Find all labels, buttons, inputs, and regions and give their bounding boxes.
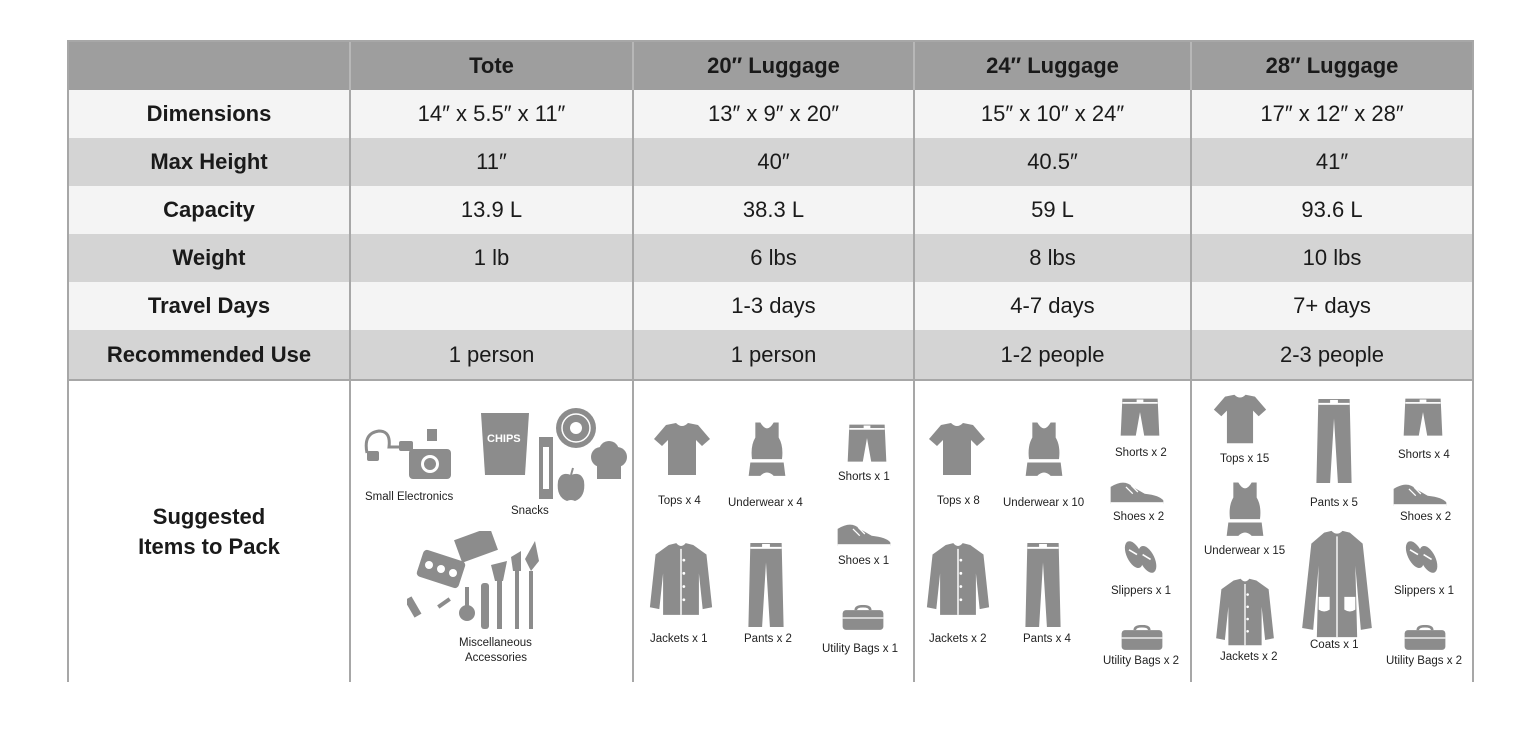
row-label	[69, 381, 351, 682]
l24-pants-label: Pants x 4	[1023, 633, 1071, 645]
slippers-icon	[1402, 537, 1442, 577]
accessories-label-line2: Accessories	[465, 652, 527, 664]
row-label: Recommended Use	[69, 330, 351, 379]
row-label-line1: Suggested	[152, 503, 266, 529]
utility-bag-icon	[840, 603, 886, 633]
l28-utility-label: Utility Bags x 2	[1386, 655, 1463, 667]
l24-slippers-label: Slippers x 1	[1111, 585, 1172, 597]
underwear-icon	[1019, 419, 1069, 481]
row-travel-days	[69, 282, 1472, 330]
cell-value: 7+ days	[1293, 293, 1371, 318]
l20-shoes-label: Shoes x 1	[838, 555, 890, 567]
shoe-icon	[1390, 477, 1450, 511]
shorts-icon	[846, 421, 888, 467]
cell-value: 6 lbs	[634, 234, 915, 282]
cell-value: 10 lbs	[1302, 245, 1362, 270]
accessories-label-line1: Miscellaneous	[459, 637, 532, 649]
l28-shorts-label: Shorts x 4	[1398, 449, 1450, 461]
utility-bag-icon	[1119, 623, 1165, 653]
cell-value: 17″ x 12″ x 28″	[1260, 101, 1404, 126]
slippers-icon	[1121, 537, 1161, 577]
cell-value: 93.6 L	[1301, 197, 1363, 222]
jacket-icon	[925, 539, 991, 619]
cell-value: 59 L	[915, 186, 1192, 234]
cell-value	[351, 282, 634, 330]
l20-items-cell	[634, 381, 915, 682]
row-suggested-items	[69, 379, 1472, 682]
l24-utility-label: Utility Bags x 2	[1103, 655, 1180, 667]
header-empty	[69, 42, 351, 90]
cell-value: 1 lb	[351, 234, 634, 282]
muffin-icon	[589, 441, 629, 481]
cell-value: 40.5″	[915, 138, 1192, 186]
cell-value: 1-2 people	[915, 330, 1192, 379]
l24-shoes-label: Shoes x 2	[1113, 511, 1165, 523]
shoe-icon	[834, 517, 894, 551]
row-max-height	[69, 138, 1472, 186]
l24-shorts-label: Shorts x 2	[1115, 447, 1167, 459]
cell-value: 8 lbs	[915, 234, 1192, 282]
cell-value: 13.9 L	[351, 186, 634, 234]
header-24-luggage: 24″ Luggage	[915, 42, 1192, 90]
cell-value: 1-3 days	[634, 282, 915, 330]
underwear-icon	[742, 419, 792, 481]
apple-icon	[555, 467, 587, 503]
luggage-comparison-table	[67, 40, 1474, 682]
top-icon	[1212, 391, 1268, 447]
pants-icon	[1314, 397, 1354, 485]
header-20-luggage: 20″ Luggage	[634, 42, 915, 90]
row-label-line2: Items to Pack	[138, 533, 280, 559]
jacket-icon	[1212, 577, 1278, 647]
cell-value: 14″ x 5.5″ x 11″	[351, 90, 634, 138]
l20-pants-label: Pants x 2	[744, 633, 792, 645]
cell-value: 15″ x 10″ x 24″	[915, 90, 1192, 138]
top-icon	[927, 419, 987, 479]
header-row	[69, 42, 1472, 90]
cell-value: 40″	[634, 138, 915, 186]
l28-coats-label: Coats x 1	[1310, 639, 1359, 651]
row-weight	[69, 234, 1472, 282]
l28-shoes-label: Shoes x 2	[1400, 511, 1452, 523]
l20-tops-label: Tops x 4	[658, 495, 701, 507]
header-tote: Tote	[351, 42, 634, 90]
l24-jackets-label: Jackets x 2	[929, 633, 987, 645]
l20-shorts-label: Shorts x 1	[838, 471, 890, 483]
cell-value: 1 person	[351, 330, 634, 379]
electronics-label: Small Electronics	[365, 491, 454, 503]
row-label: Capacity	[69, 186, 351, 234]
l24-underwear-label: Underwear x 10	[1003, 497, 1085, 509]
pants-icon	[1023, 541, 1063, 629]
row-capacity	[69, 186, 1472, 234]
snack-bar-icon	[537, 437, 555, 499]
utility-bag-icon	[1402, 623, 1448, 653]
l28-tops-label: Tops x 15	[1220, 453, 1270, 465]
l24-tops-label: Tops x 8	[937, 495, 980, 507]
l28-items-cell	[1192, 381, 1472, 682]
l20-utility-label: Utility Bags x 1	[822, 643, 899, 655]
l20-underwear-label: Underwear x 4	[728, 497, 803, 509]
row-label: Dimensions	[69, 90, 351, 138]
pants-icon	[746, 541, 786, 629]
shoe-icon	[1107, 475, 1167, 509]
cell-value: 13″ x 9″ x 20″	[634, 90, 915, 138]
cell-value: 38.3 L	[634, 186, 915, 234]
cell-value: 1 person	[634, 330, 915, 379]
l28-pants-label: Pants x 5	[1310, 497, 1358, 509]
chips-label: CHIPS	[487, 433, 521, 445]
coat-icon	[1298, 529, 1376, 639]
row-label: Weight	[69, 234, 351, 282]
cell-value: 4-7 days	[915, 282, 1192, 330]
shorts-icon	[1119, 395, 1161, 441]
shorts-icon	[1402, 395, 1444, 441]
header-28-luggage: 28″ Luggage	[1265, 53, 1399, 78]
tote-items-cell	[351, 381, 634, 682]
l24-items-cell	[915, 381, 1192, 682]
l20-jackets-label: Jackets x 1	[650, 633, 708, 645]
row-recommended-use	[69, 330, 1472, 379]
underwear-icon	[1220, 479, 1270, 541]
cell-value: 41″	[1315, 149, 1349, 174]
electronics-icon	[361, 423, 456, 483]
top-icon	[652, 419, 712, 479]
row-label: Max Height	[69, 138, 351, 186]
cell-value: 11″	[351, 138, 634, 186]
jacket-icon	[648, 539, 714, 619]
l28-slippers-label: Slippers x 1	[1394, 585, 1455, 597]
snacks-label: Snacks	[511, 505, 549, 517]
makeup-accessories-icon	[407, 531, 567, 631]
cell-value: 2-3 people	[1280, 341, 1384, 367]
row-label: Travel Days	[69, 282, 351, 330]
row-dimensions	[69, 90, 1472, 138]
l28-underwear-label: Underwear x 15	[1204, 545, 1286, 557]
l28-jackets-label: Jackets x 2	[1220, 651, 1278, 663]
